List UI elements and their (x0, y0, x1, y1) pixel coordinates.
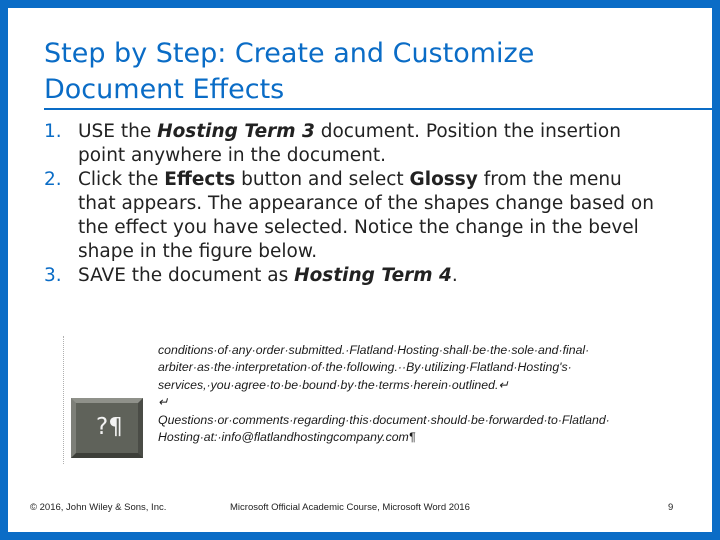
document-line: Hosting·at:·info@flatlandhostingcompany.com¶ (158, 429, 416, 444)
step-text: SAVE the document as (78, 265, 295, 286)
title-divider (44, 108, 712, 110)
step-text: point anywhere in the document. (78, 145, 386, 166)
step-text: . (451, 265, 458, 286)
document-line: Questions·or·comments·regarding·this·document·should·be·forwarded·to·Flatland· (158, 412, 610, 427)
effects-button-name: Effects (164, 169, 236, 190)
slide-title (44, 36, 684, 108)
step-text: document. Position the insertion (314, 121, 621, 142)
bevel-shape-text: ?¶ (96, 414, 123, 440)
step-number: 3. (44, 265, 62, 286)
step-text: Click the (78, 169, 165, 190)
page-number: 9 (668, 502, 674, 513)
footer-course: Microsoft Official Academic Course, Microsoft Word 2016 (230, 502, 470, 513)
document-line: ↵ (158, 395, 169, 410)
step-text: USE the (78, 121, 158, 142)
glossy-option-name: Glossy (409, 169, 478, 190)
step-1 (44, 120, 694, 168)
step-number: 1. (44, 121, 62, 142)
steps-list (44, 120, 694, 288)
title-line-2: Document Effects (44, 74, 285, 105)
step-text: shape in the figure below. (78, 241, 318, 262)
title-line-1: Step by Step: Create and Customize (44, 38, 535, 69)
footer-copyright: © 2016, John Wiley & Sons, Inc. (30, 502, 167, 513)
document-line: conditions·of·any·order·submitted.·Flatland·Hosting·shall·be·the·sole·and·final· (158, 343, 590, 357)
slide (8, 8, 712, 532)
page-margin-line (63, 336, 65, 464)
document-name: Hosting Term 4 (294, 265, 452, 286)
step-text: the effect you have selected. Notice the change in the bevel (78, 217, 639, 238)
step-2 (44, 168, 694, 264)
bevel-shape[interactable] (71, 398, 143, 458)
step-number: 2. (44, 169, 62, 190)
step-text: from the menu (477, 169, 622, 190)
step-text: that appears. The appearance of the shapes change based on (78, 193, 654, 214)
step-text: button and select (235, 169, 410, 190)
step-3 (44, 264, 694, 288)
document-line: services,·you·agree·to·be·bound·by·the·terms·herein·outlined.↵ (158, 377, 509, 392)
document-figure (63, 336, 623, 466)
document-name: Hosting Term 3 (157, 121, 315, 142)
document-text (158, 342, 618, 446)
document-line: arbiter·as·the·interpretation·of·the·following.··By·utilizing·Flatland·Hosting's· (158, 360, 572, 375)
